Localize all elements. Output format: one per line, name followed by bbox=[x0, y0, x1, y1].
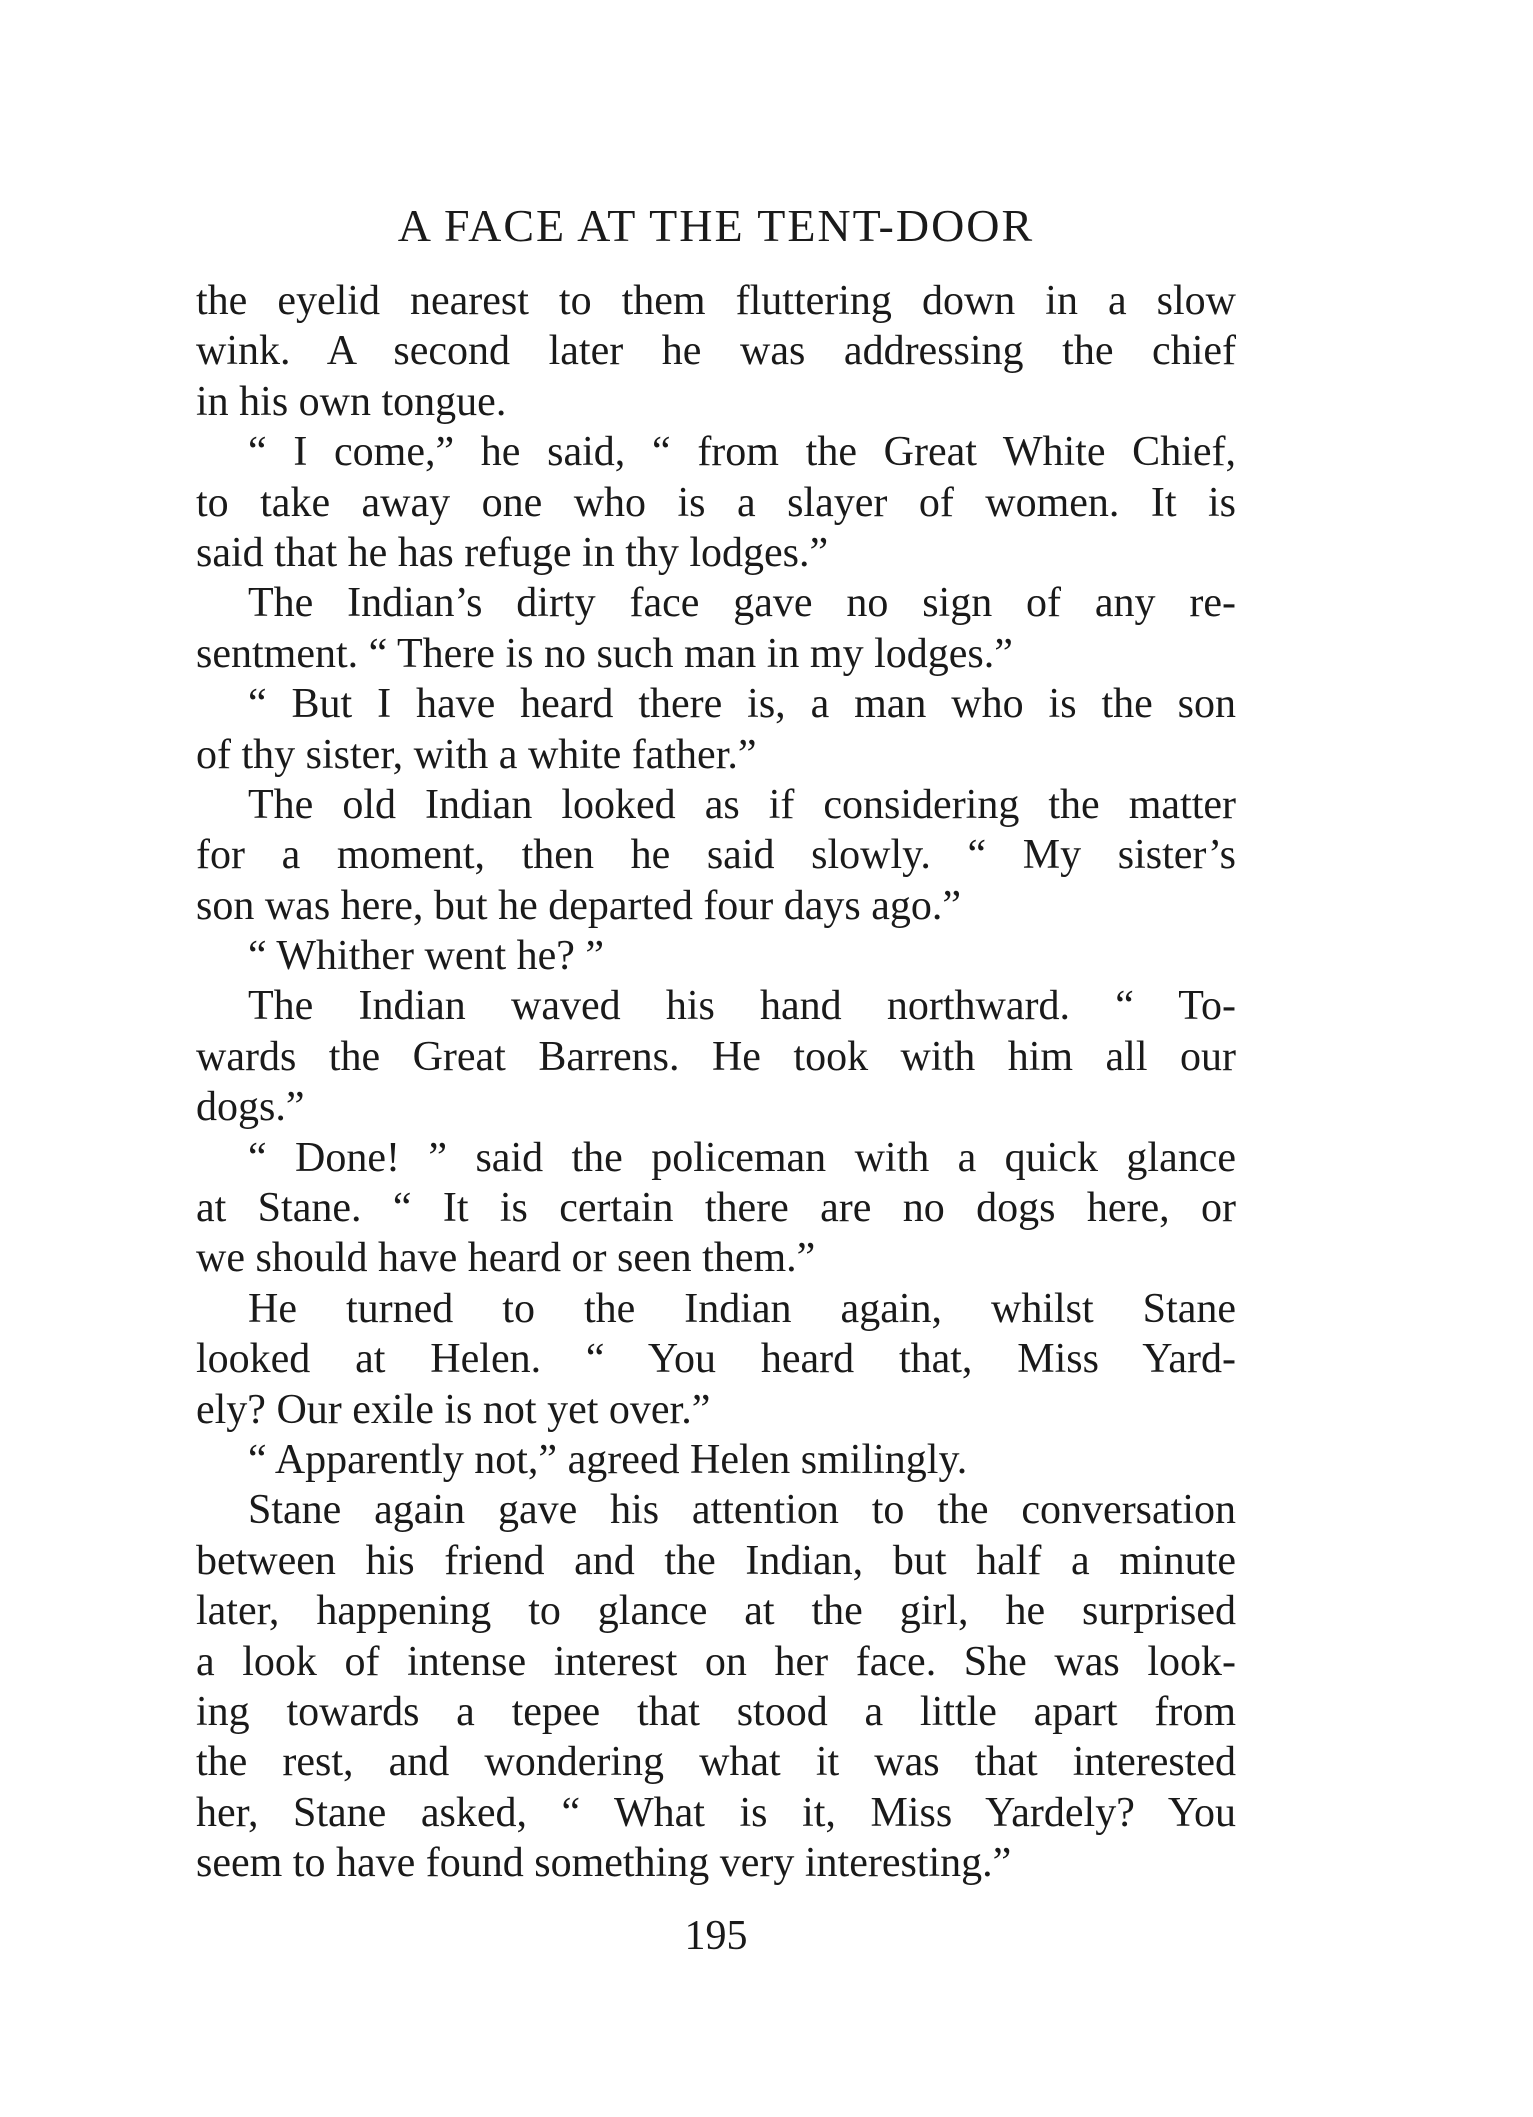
running-head: A FACE AT THE TENT-DOOR bbox=[397, 200, 1035, 251]
text-line-32: seem to have found something very interesting.” bbox=[196, 1840, 1012, 1887]
text-line-1: the eyelid nearest to them fluttering down in a slow bbox=[196, 278, 1236, 324]
text-line-13: son was here, but he departed four days ago.” bbox=[196, 882, 962, 929]
text-line-15: The Indian waved his hand northward. “ To- bbox=[248, 983, 1236, 1030]
text-line-8: sentment. “ There is no such man in my lodges.” bbox=[196, 630, 1013, 677]
text-line-18: “ Done! ” said the policeman with a quick glance bbox=[248, 1134, 1236, 1181]
text-line-17: dogs.” bbox=[196, 1084, 305, 1131]
text-line-5: to take away one who is a slayer of women. It is bbox=[196, 479, 1236, 526]
text-line-26: between his friend and the Indian, but half a minute bbox=[196, 1537, 1236, 1584]
text-line-24: “ Apparently not,” agreed Helen smilingly. bbox=[248, 1436, 968, 1483]
text-line-23: ely? Our exile is not yet over.” bbox=[196, 1386, 711, 1433]
text-line-28: a look of intense interest on her face. She was look- bbox=[196, 1638, 1236, 1685]
text-line-9: “ But I have heard there is, a man who is the son bbox=[248, 681, 1236, 728]
text-line-31: her, Stane asked, “ What is it, Miss Yardely? You bbox=[196, 1789, 1236, 1836]
text-line-4: “ I come,” he said, “ from the Great White Chief, bbox=[248, 429, 1236, 476]
text-line-20: we should have heard or seen them.” bbox=[196, 1235, 816, 1282]
page-number: 195 bbox=[684, 1913, 748, 1959]
text-line-12: for a moment, then he said slowly. “ My sister’s bbox=[196, 832, 1236, 879]
text-line-22: looked at Helen. “ You heard that, Miss Yard- bbox=[196, 1336, 1236, 1383]
text-line-11: The old Indian looked as if considering the matter bbox=[248, 781, 1236, 828]
text-line-19: at Stane. “ It is certain there are no dogs here, or bbox=[196, 1185, 1236, 1232]
text-line-6: said that he has refuge in thy lodges.” bbox=[196, 529, 829, 576]
text-line-3: in his own tongue. bbox=[196, 378, 507, 425]
text-line-21: He turned to the Indian again, whilst Stane bbox=[248, 1285, 1236, 1332]
text-line-2: wink. A second later he was addressing the chief bbox=[196, 328, 1236, 375]
text-line-14: “ Whither went he? ” bbox=[248, 933, 605, 980]
text-line-25: Stane again gave his attention to the conversation bbox=[248, 1487, 1236, 1534]
text-line-16: wards the Great Barrens. He took with him all our bbox=[196, 1033, 1236, 1080]
text-line-27: later, happening to glance at the girl, he surprised bbox=[196, 1588, 1236, 1635]
body-text bbox=[196, 276, 1236, 1889]
text-line-29: ing towards a tepee that stood a little apart from bbox=[196, 1688, 1236, 1735]
text-line-30: the rest, and wondering what it was that interested bbox=[196, 1739, 1236, 1786]
text-line-10: of thy sister, with a white father.” bbox=[196, 731, 757, 778]
text-line-7: The Indian’s dirty face gave no sign of any re- bbox=[248, 580, 1236, 627]
